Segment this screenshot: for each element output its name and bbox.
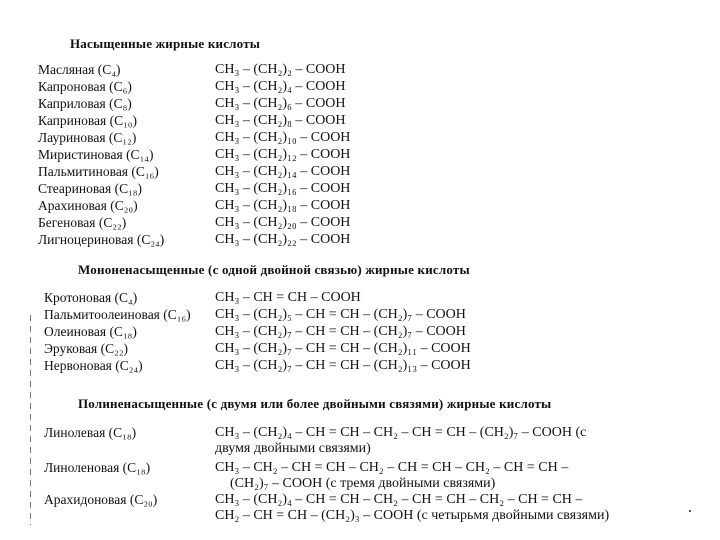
acid-name: Бегеновая (C₂₂) <box>38 215 127 230</box>
acid-formula-continuation: (CH₂)₇ – COOH (с тремя двойными связями) <box>230 476 496 491</box>
acid-name: Олеиновая (C₁₈) <box>44 324 137 339</box>
acid-name: Миристиновая (C₁₄) <box>38 147 154 162</box>
acid-name: Каприловая (C₈) <box>38 96 132 111</box>
acid-formula: CH₃ – (CH₂)₅ – CH = CH – (CH₂)₇ – COOH <box>215 307 466 322</box>
acid-formula: CH₃ – (CH₂)₂ – COOH <box>215 62 346 77</box>
acid-formula: CH₃ – (CH₂)₁₂ – COOH <box>215 147 351 162</box>
acid-name: Линоленовая (C₁₈) <box>44 460 151 475</box>
acid-name: Лауриновая (C₁₂) <box>38 130 137 145</box>
acid-name: Стеариновая (C₁₈) <box>38 181 143 196</box>
acid-formula: CH₃ – (CH₂)₇ – CH = CH – (CH₂)₁₃ – COOH <box>215 358 471 373</box>
acid-name: Лигноцериновая (C₂₄) <box>38 232 165 247</box>
section-title-monounsaturated: Мононенасыщенные (с одной двойной связью) жирные кислоты <box>78 262 470 277</box>
acid-name: Линолевая (C₁₈) <box>44 425 137 440</box>
acid-formula: CH₃ – (CH₂)₂₀ – COOH <box>215 215 351 230</box>
acid-formula-continuation: двумя двойными связями) <box>215 441 371 456</box>
acid-name: Нервоновая (C₂₄) <box>44 358 143 373</box>
acid-name: Арахиновая (C₂₀) <box>38 198 138 213</box>
acid-formula: CH₃ – (CH₂)₆ – COOH <box>215 96 346 111</box>
acid-name: Масляная (C₄) <box>38 62 121 77</box>
section-title-saturated: Насыщенные жирные кислоты <box>70 36 261 51</box>
acid-formula: CH₃ – (CH₂)₇ – CH = CH – (CH₂)₁₁ – COOH <box>215 341 471 356</box>
acid-formula: CH₃ – (CH₂)₈ – COOH <box>215 113 346 128</box>
acid-formula: CH₃ – (CH₂)₇ – CH = CH – (CH₂)₇ – COOH <box>215 324 466 339</box>
acid-formula: CH₃ – (CH₂)₁₀ – COOH <box>215 130 351 145</box>
acid-name: Эруковая (C₂₂) <box>44 341 129 356</box>
acid-formula: CH₃ – (CH₂)₁₈ – COOH <box>215 198 351 213</box>
acid-name: Арахидоновая (C₂₀) <box>44 492 158 507</box>
acid-formula: CH₃ – (CH₂)₁₆ – COOH <box>215 181 351 196</box>
acid-formula: CH₃ – (CH₂)₄ – CH = CH – CH₂ – CH = CH – (CH₂)₇ – COOH (с <box>215 425 587 440</box>
acid-formula: CH₃ – (CH₂)₁₄ – COOH <box>215 164 351 179</box>
acid-formula: CH₃ – (CH₂)₄ – COOH <box>215 79 346 94</box>
acid-name: Пальмитиновая (C₁₆) <box>38 164 159 179</box>
acid-formula: CH₃ – CH = CH – COOH <box>215 290 361 305</box>
scan-speck <box>689 510 691 512</box>
acid-formula-continuation: CH₂ – CH = CH – (CH₂)₃ – COOH (с четырьмя двойными связями) <box>215 508 610 523</box>
acid-name: Пальмитоолеиновая (C₁₆) <box>44 307 191 322</box>
acid-formula: CH₃ – (CH₂)₂₂ – COOH <box>215 232 351 247</box>
acid-name: Кротоновая (C₄) <box>44 290 138 305</box>
acid-formula: CH₃ – (CH₂)₄ – CH = CH – CH₂ – CH = CH – CH₂ – CH = CH – <box>215 492 583 507</box>
scan-edge-mark <box>30 315 31 525</box>
acid-formula: CH₃ – CH₂ – CH = CH – CH₂ – CH = CH – CH₂ – CH = CH – <box>215 460 569 475</box>
acid-name: Каприновая (C₁₀) <box>38 113 137 128</box>
acid-name: Капроновая (C₆) <box>38 79 132 94</box>
section-title-polyunsaturated: Полиненасыщенные (с двумя или более двойными связями) жирные кислоты <box>78 396 552 411</box>
